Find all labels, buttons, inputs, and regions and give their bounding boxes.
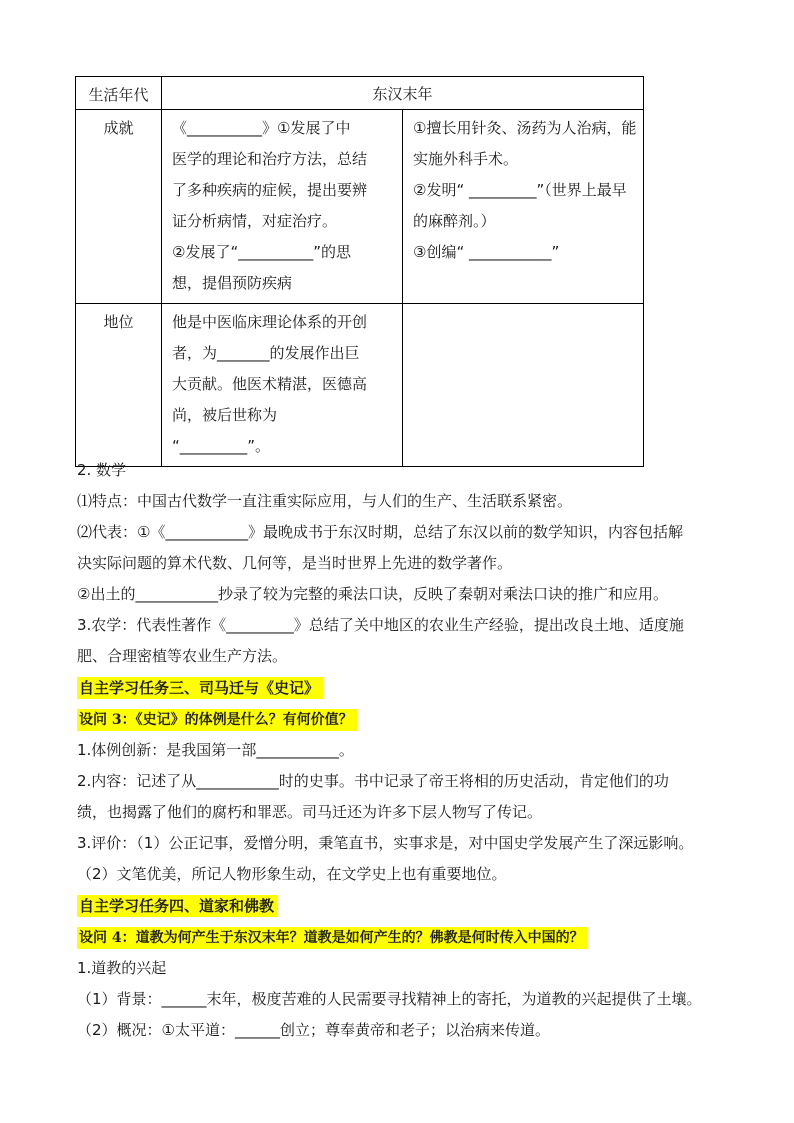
table-row <box>76 304 644 467</box>
era-value: 东汉末年 <box>162 77 644 110</box>
math-representative: ⑵代表：①《___________》最晚成书于东汉时期，总结了东汉以前的数学知识，内容包括解 <box>77 523 683 541</box>
taoism-overview: （2）概况：①太平道：______创立；尊奉黄帝和老子；以治病来传道。 <box>77 1021 550 1039</box>
taoism-title: 1.道教的兴起 <box>77 959 167 977</box>
shiji-content: 2.内容：记述了从___________时的史事。书中记录了帝王将相的历史活动，肯定他们的功 <box>77 772 669 790</box>
task-three-heading: 自主学习任务三、司马迁与《史记》 <box>77 677 323 699</box>
task-four-heading: 自主学习任务四、道家和佛教 <box>77 895 278 917</box>
shiji-evaluation: 3.评价：（1）公正记事，爱憎分明，秉笔直书，实事求是，对中国史学发展产生了深远影响。 <box>77 834 694 852</box>
table-header-row <box>76 77 644 110</box>
question-four: 设问 4：道教为何产生于东汉末年？道教是如何产生的？佛教是何时传入中国的？ <box>77 927 588 949</box>
achievement-zhang-cell: 《__________》①发展了中 医学的理论和治疗方法，总结 了多种疾病的症候，提出要辨 证分析病情，对症治疗。 ②发展了“__________”的思 想，提倡预防疾病 <box>172 119 368 292</box>
taoism-background: （1）背景：______末年，极度苦难的人民需要寻找精神上的寄托，为道教的兴起提供了土壤。 <box>77 990 702 1008</box>
achievement-hua-cell: ①擅长用针灸、汤药为人治病，能 实施外科手术。 ②发明“ _________”（世界上最早 的麻醉剂。） ③创编“ ___________” <box>413 119 637 261</box>
question-three: 设问 3：《史记》的体例是什么？有何价值？ <box>77 709 357 731</box>
status-hua-cell <box>403 304 644 467</box>
table-row <box>76 110 644 304</box>
shiji-evaluation-cont: （2）文笔优美，所记人物形象生动，在文学史上也有重要地位。 <box>77 865 507 883</box>
status-zhang-cell: 他是中医临床理论体系的开创 者，为_______的发展作出巨 大贡献。他医术精湛，医德高 尚，被后世称为 “_________”。 <box>172 313 368 455</box>
agriculture-line-cont: 肥、合理密植等农业生产方法。 <box>77 647 288 665</box>
zhang-zhongjing-hua-tuo-table <box>75 76 644 467</box>
shiji-style: 1.体例创新：是我国第一部___________。 <box>77 741 354 759</box>
math-representative-cont: 决实际问题的算术代数、几何等，是当时世界上先进的数学著作。 <box>77 554 513 572</box>
era-label: 生活年代 <box>76 77 162 110</box>
math-feature: ⑴特点：中国古代数学一直注重实际应用，与人们的生产、生活联系紧密。 <box>77 492 573 510</box>
body-content <box>77 455 727 1046</box>
shiji-content-cont: 绩，也揭露了他们的腐朽和罪恶。司马迁还为许多下层人物写了传记。 <box>77 803 543 821</box>
math-title: 2. 数学 <box>77 461 127 479</box>
math-multiplication: ②出土的___________抄录了较为完整的乘法口诀，反映了秦朝对乘法口诀的推广和应用。 <box>77 585 668 603</box>
row-label-achievement: 成就 <box>103 119 134 137</box>
row-label-status: 地位 <box>103 313 134 331</box>
agriculture-line: 3.农学：代表性著作《_________》总结了关中地区的农业生产经验，提出改良土地、适度施 <box>77 616 684 634</box>
